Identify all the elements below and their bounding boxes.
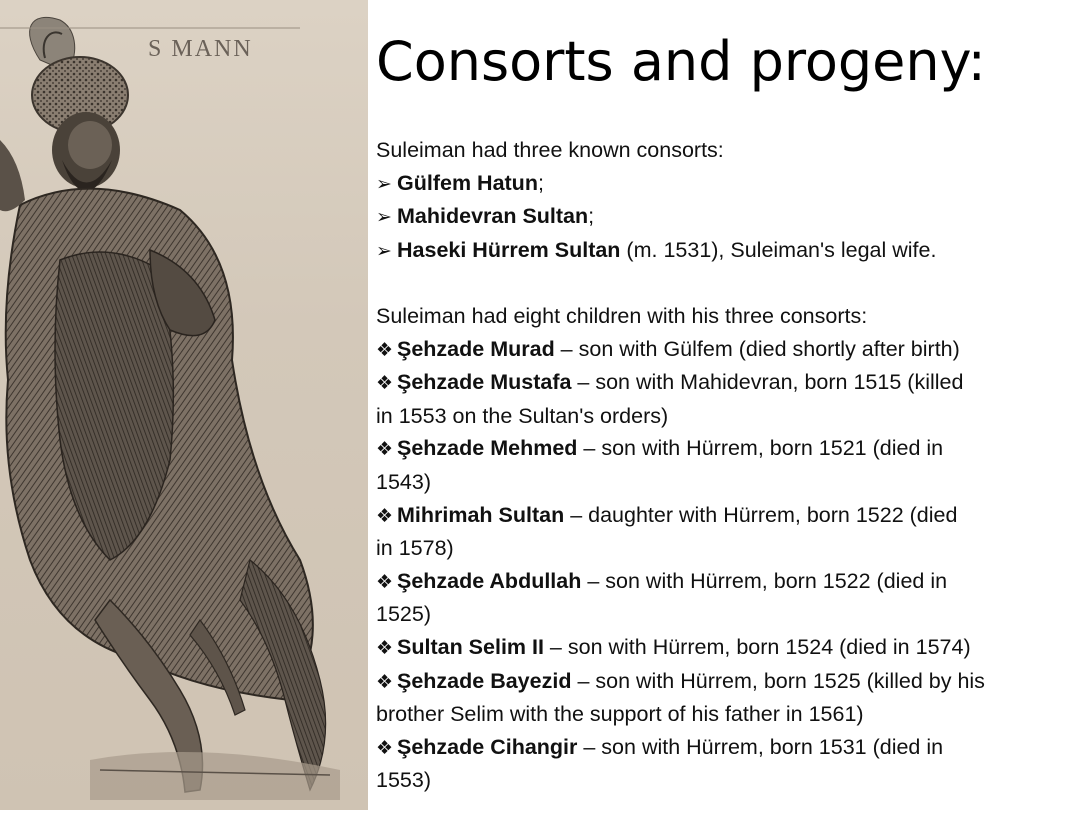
- portrait-engraving: [0, 0, 368, 810]
- slide-body: [376, 134, 1076, 797]
- child-name: Şehzade Murad: [397, 336, 555, 361]
- diamond-bullet-icon: ❖: [376, 670, 394, 693]
- child-item: [376, 631, 1076, 665]
- engraving-illustration: [0, 0, 368, 810]
- child-detail: – son with Hürrem, born 1522 (died in: [581, 568, 948, 593]
- slide-title: Consorts and progeny:: [376, 30, 986, 93]
- child-name: Sultan Selim II: [397, 634, 544, 659]
- child-detail: – son with Hürrem, born 1531 (died in: [577, 734, 944, 759]
- child-detail: – son with Mahidevran, born 1515 (killed: [571, 370, 964, 395]
- child-detail-continued: 1525): [376, 602, 431, 627]
- diamond-bullet-icon: ❖: [376, 570, 394, 593]
- consort-detail: (m. 1531), Suleiman's legal wife.: [620, 237, 937, 262]
- child-item: [376, 366, 1076, 432]
- child-name: Şehzade Abdullah: [397, 568, 582, 593]
- children-intro: Suleiman had eight children with his three consorts:: [376, 303, 868, 328]
- child-detail-continued: 1543): [376, 469, 431, 494]
- child-detail-continued: 1553): [376, 768, 431, 793]
- child-detail-continued: in 1578): [376, 536, 454, 561]
- child-item: [376, 432, 1076, 498]
- consort-item: [376, 200, 1076, 234]
- child-name: Şehzade Cihangir: [397, 734, 578, 759]
- portrait-caption: S MANN: [148, 36, 253, 62]
- consort-name: Haseki Hürrem Sultan: [397, 237, 621, 262]
- arrow-bullet-icon: ➢: [376, 206, 392, 229]
- arrow-bullet-icon: ➢: [376, 239, 392, 262]
- child-item: [376, 731, 1076, 797]
- consort-detail: ;: [588, 204, 595, 229]
- consort-name: Mahidevran Sultan: [397, 204, 589, 229]
- consorts-intro: Suleiman had three known consorts:: [376, 138, 724, 162]
- child-name: Şehzade Mehmed: [397, 436, 578, 461]
- child-item: [376, 333, 1076, 367]
- consort-item: [376, 167, 1076, 201]
- diamond-bullet-icon: ❖: [376, 636, 394, 659]
- child-name: Mihrimah Sultan: [397, 502, 565, 527]
- arrow-bullet-icon: ➢: [376, 172, 392, 195]
- consort-item: [376, 234, 1076, 268]
- child-detail: – son with Hürrem, born 1521 (died in: [577, 436, 944, 461]
- child-detail-continued: brother Selim with the support of his father in 1561): [376, 702, 864, 727]
- child-name: Şehzade Mustafa: [397, 370, 572, 395]
- child-name: Şehzade Bayezid: [397, 668, 572, 693]
- child-item: [376, 565, 1076, 631]
- diamond-bullet-icon: ❖: [376, 372, 394, 395]
- child-detail: – son with Hürrem, born 1525 (killed by his: [571, 668, 985, 693]
- diamond-bullet-icon: ❖: [376, 338, 394, 361]
- consort-detail: ;: [537, 170, 544, 195]
- child-detail: – son with Gülfem (died shortly after birth): [554, 336, 960, 361]
- diamond-bullet-icon: ❖: [376, 736, 394, 759]
- child-detail-continued: in 1553 on the Sultan's orders): [376, 403, 669, 428]
- child-detail: – son with Hürrem, born 1524 (died in 1574): [543, 634, 971, 659]
- consort-name: Gülfem Hatun: [397, 170, 538, 195]
- diamond-bullet-icon: ❖: [376, 504, 394, 527]
- diamond-bullet-icon: ❖: [376, 438, 394, 461]
- spacer: [376, 267, 1076, 300]
- child-item: [376, 665, 1076, 731]
- child-detail: – daughter with Hürrem, born 1522 (died: [564, 502, 958, 527]
- child-item: [376, 499, 1076, 565]
